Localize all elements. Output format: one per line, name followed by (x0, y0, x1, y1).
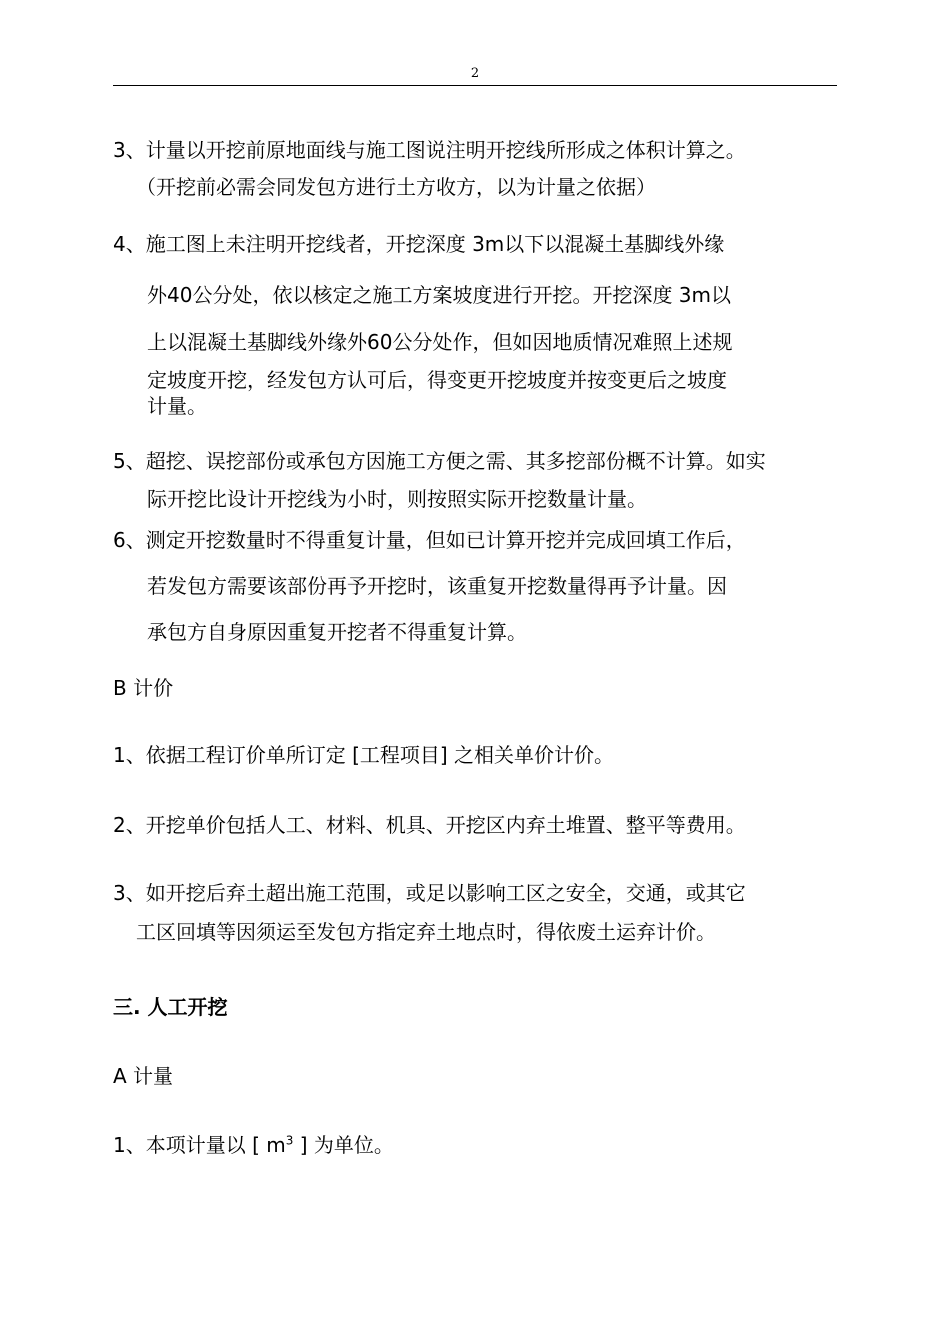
measurement-item-3-line-1: 3、计量以开挖前原地面线与施工图说注明开挖线所形成之体积计算之。 (113, 138, 746, 162)
measurement-item-4-line-3: 上以混凝土基脚线外缘外60公分处作，但如因地质情况难照上述规 (147, 330, 733, 354)
header-rule (113, 85, 837, 86)
section-3-title: 三. 人工开挖 (113, 995, 228, 1019)
measurement-item-4-line-5: 计量。 (147, 394, 207, 418)
section-3-item-1-suffix: ] 为单位。 (293, 1133, 394, 1157)
pricing-item-1: 1、依据工程订价单所订定 [工程项目] 之相关单价计价。 (113, 743, 615, 767)
measurement-item-5-line-2: 际开挖比设计开挖线为小时，则按照实际开挖数量计量。 (147, 487, 647, 511)
page-number: 2 (470, 66, 480, 81)
measurement-item-4-line-4: 定坡度开挖，经发包方认可后，得变更开挖坡度并按变更后之坡度 (147, 368, 727, 392)
measurement-item-5-line-1: 5、超挖、误挖部份或承包方因施工方便之需、其多挖部份概不计算。如实 (113, 449, 766, 473)
section-3-measure-heading: A 计量 (113, 1064, 174, 1088)
measurement-item-6-line-1: 6、测定开挖数量时不得重复计量，但如已计算开挖并完成回填工作后， (113, 528, 746, 552)
pricing-item-3-line-1: 3、如开挖后弃土超出施工范围，或足以影响工区之安全，交通，或其它 (113, 881, 746, 905)
pricing-heading: B 计价 (113, 676, 174, 700)
measurement-item-6-line-3: 承包方自身原因重复开挖者不得重复计算。 (147, 620, 527, 644)
measurement-item-3-line-2: （开挖前必需会同发包方进行土方收方，以为计量之依据） (136, 175, 656, 199)
cubic-superscript: 3 (285, 1133, 294, 1148)
measurement-item-4-line-1: 4、施工图上未注明开挖线者，开挖深度 3m以下以混凝土基脚线外缘 (113, 232, 725, 256)
pricing-item-2: 2、开挖单价包括人工、材料、机具、开挖区内弃土堆置、整平等费用。 (113, 813, 746, 837)
pricing-item-3-line-2: 工区回填等因须运至发包方指定弃土地点时，得依废土运弃计价。 (136, 920, 716, 944)
measurement-item-4-line-2: 外40公分处，依以核定之施工方案坡度进行开挖。开挖深度 3m以 (147, 283, 732, 307)
section-3-item-1 (113, 1133, 394, 1157)
section-3-item-1-prefix: 1、本项计量以 [ m (113, 1133, 286, 1157)
measurement-item-6-line-2: 若发包方需要该部份再予开挖时，该重复开挖数量得再予计量。因 (147, 574, 727, 598)
